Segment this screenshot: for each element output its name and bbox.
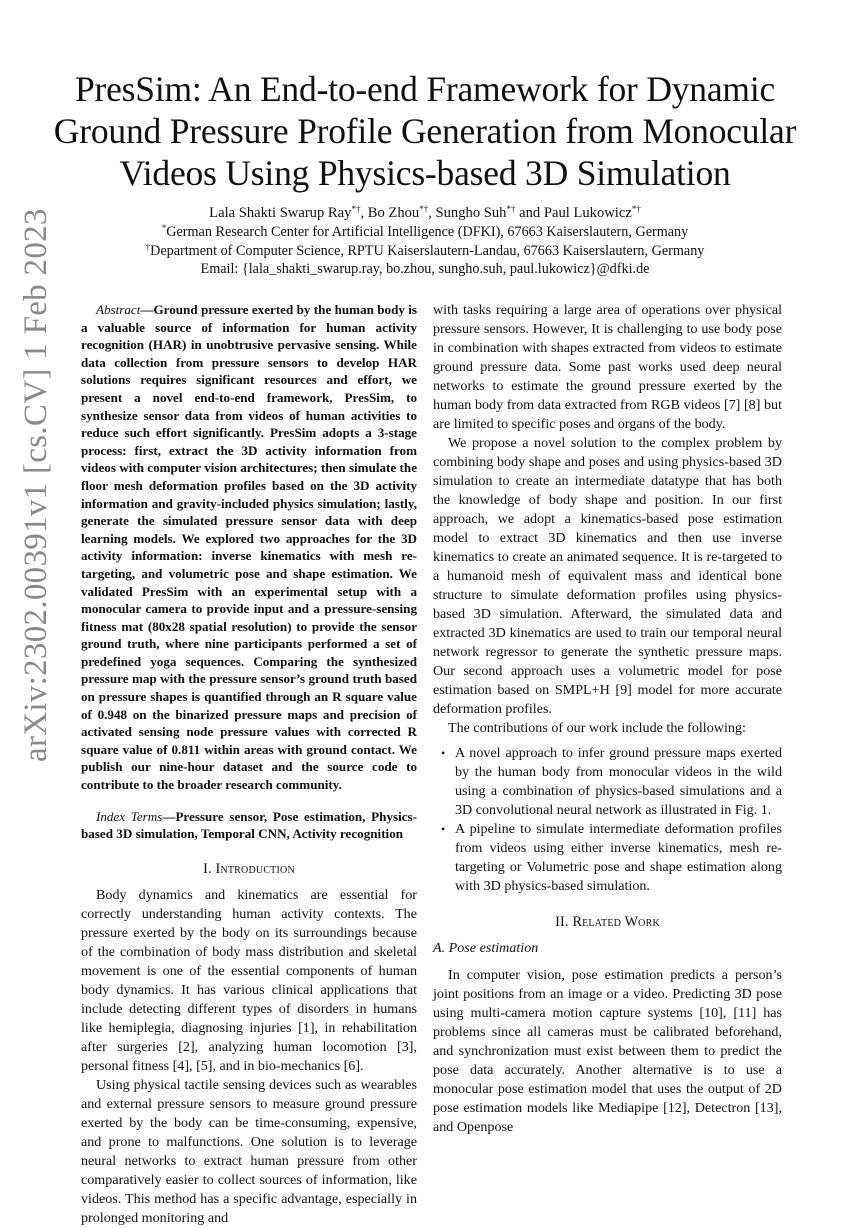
paragraph: Body dynamics and kinematics are essential for correctly understanding human activity contexts. The pressure exerted by the body on its surroundings because of the combination of body mass distribution and skeletal movement is one of the essential components of human body dynamics. It has various clinical applications that include detecting different types of disorders in humans like hemiplegia, diagnosing injuries [1], in rehabilitation after surgeries [2], analyzing human locomotion [3], personal fitness [4], [5], and in bio-mechanics [6]. [81,886,417,1074]
affiliation [40,223,810,242]
author-marks: *† [419,204,429,214]
right-column [433,301,782,1137]
author-separator: , [428,205,436,221]
contribution-item: • A pipeline to simulate intermediate deformation profiles from videos using either inverse kinematics, mesh re-targeting or Volumetric pose and shape estimation along with 3D physics-based simulation. [455,820,782,896]
affiliation-mark: † [145,241,151,252]
paragraph: We propose a novel solution to the complex problem by combining body shape and poses and using physics-based 3D simulation to create an intermediate datatype that has both the knowledge of body shape and position. In our first approach, we adopt a kinematics-based pose estimation model to extract 3D kinematics and then use inverse kinematics to create an animated sequence. It is re-targeted to a humanoid mesh of equivalent mass and identical bone structure to simulate deformation profiles using physics-based 3D simulation. Afterward, the simulated data and extracted 3D kinematics are used to train our temporal neural network regressor to generate the synthetic pressure maps. Our second approach uses a volumetric model for pose estimation based on SMPL+H [9] model for more accurate deformation profiles. [433,435,782,717]
title-line: Ground Pressure Profile Generation from Monocular [53,111,797,151]
affiliation-text: German Research Center for Artificial Intelligence (DFKI), 67663 Kaiserslautern, Germany [166,224,689,240]
author-marks: *† [351,204,361,214]
author-marks: *† [506,204,516,214]
left-column [81,301,417,1228]
abstract-text: —Ground pressure exerted by the human body is a valuable source of information for human activity recognition (HAR) in unobtrusive pervasive sensing. While data collection from pressure sensors to develop HAR solutions requires significant resources and effort, we present a novel end-to-end framework, PresSim, to synthesize sensor data from videos of human activities to reduce such effort significantly. PresSim adopts a 3-stage process: first, extract the 3D activity information from videos with computer vision architectures; then simulate the floor mesh deformation profiles based on the 3D activity information and gravity-included physics simulation; lastly, generate the simulated pressure sensor data with deep learning models. We explored two approaches for the 3D activity information: inverse kinematics with mesh re-targeting, and volumetric pose and shape estimation. We validated PresSim with an experimental setup with a monocular camera to provide input and a pressure-sensing fitness mat (80x28 spatial resolution) to provide the sensor ground truth, where nine participants performed a set of predefined yoga sequences. Comparing the synthesized pressure map with the pressure sensor’s ground truth based on pressure shapes is quantified through an R square value of 0.948 on the binarized pressure maps and precision of activated sensing node pressure values with corrected R square value of 0.811 within areas with ground contact. We publish our nine-hour dataset and the source code to contribute to the broader research community. [81,302,417,793]
contribution-item: • A novel approach to infer ground pressure maps exerted by the human body from monocular videos in the wild using a combination of physics-based simulations and a 3D convolutional neural network as illustrated in Fig. 1. [455,744,782,820]
author-block [40,204,810,279]
author-separator: and [515,205,544,221]
contributions-list [433,744,782,896]
paragraph: The contributions of our work include the following: [448,720,746,736]
author-separator: , [360,205,368,221]
paragraph: with tasks requiring a large area of operations over physical pressure sensors. However, It is challenging to use body pose in combination with shapes extracted from videos to estimate ground pressure data. Some past works used deep neural networks to estimate the ground pressure exerted by the human body from data extracted from RGB videos [7] [8] but are limited to specific poses and organs of the body. [433,302,782,432]
index-terms-text: —Pressure sensor, Pose estimation, Physics-based 3D simulation, Temporal CNN, Activity recognition [81,808,418,842]
abstract-label: Abstract [96,302,141,317]
author-name: Sungho Suh [435,205,507,221]
index-terms [81,808,417,843]
paper-title [40,68,810,194]
affiliation-text: Department of Computer Science, RPTU Kaiserslautern-Landau, 67663 Kaiserslautern, Germany [150,242,705,259]
author-name: Lala Shakti Swarup Ray [209,205,352,221]
author-email: Email: {lala_shakti_swarup.ray, bo.zhou, sungho.suh, paul.lukowicz}@dfki.de [200,261,650,277]
author-name: Bo Zhou [367,205,420,221]
paragraph: Using physical tactile sensing devices such as wearables and external pressure sensors to measure ground pressure exerted by the body can be time-consuming, expensive, and prone to malfunctions. One solution is to leverage neural networks to extract human pressure from other comparatively easier to collect sources of information, like videos. This method has a specific advantage, especially in prolonged monitoring and [81,1076,417,1226]
subsection-heading-pose-estimation: A. Pose estimation [433,940,539,956]
author-name: Paul Lukowicz [543,205,632,221]
affiliation [40,242,810,261]
title-line: PresSim: An End-to-end Framework for Dynamic [74,69,776,109]
section-heading-introduction: I. Introduction [203,860,295,877]
section-heading-related-work: II. Related Work [555,914,660,930]
title-line: Videos Using Physics-based 3D Simulation [119,153,731,193]
author-names [40,204,810,223]
paragraph: In computer vision, pose estimation predicts a person’s joint positions from an image or a video. Predicting 3D pose using multi-camera motion capture systems [10], [11] has problems since all cameras must be calibrated beforehand, and synchronization must exist between them to predict the pose data accurately. Another alternative is to use a monocular pose estimation model that uses the output of 2D pose estimation models like Mediapipe [12], Detectron [13], and Openpose [433,967,782,1135]
index-terms-label: Index Terms [96,808,163,824]
affiliation-mark: * [161,223,167,233]
arxiv-stamp: arXiv:2302.00391v1 [cs.CV] 1 Feb 2023 [18,208,54,762]
abstract [81,301,417,794]
author-marks: *† [631,204,641,214]
